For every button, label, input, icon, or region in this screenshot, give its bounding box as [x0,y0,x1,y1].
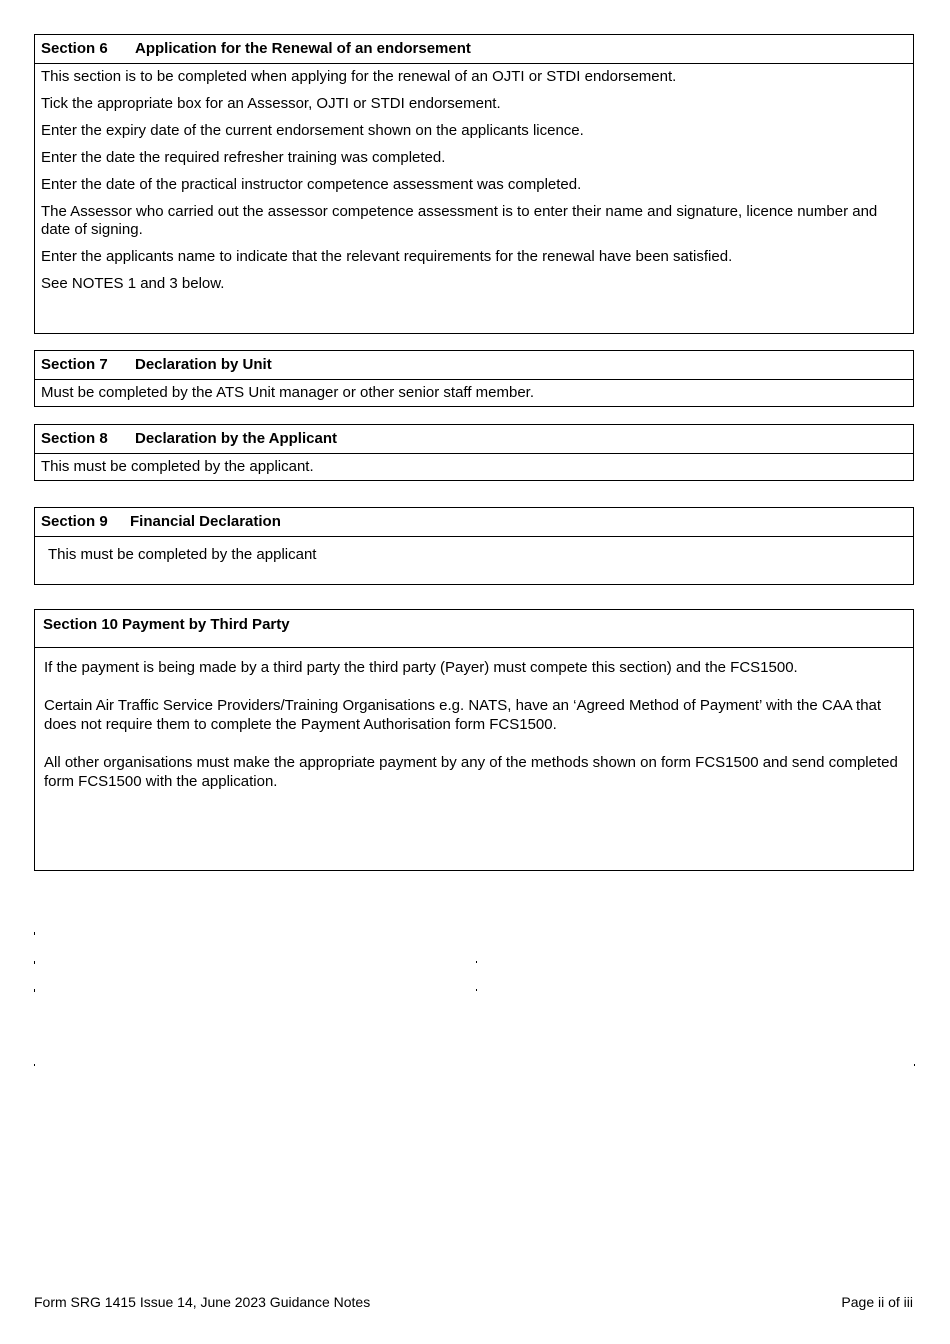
form-mark [34,961,35,964]
section-6-title: Application for the Renewal of an endorsement [135,40,471,57]
section-10-body [35,648,913,820]
section-6-paragraph: Enter the applicants name to indicate that the relevant requirements for the renewal have been satisfied. [41,248,733,265]
section-8-number: Section 8 [41,430,108,447]
section-6-paragraph: Enter the date of the practical instructor competence assessment was completed. [41,176,582,193]
section-6-paragraph: Enter the date the required refresher training was completed. [41,149,446,166]
section-8-box [34,424,914,481]
section-6-paragraph: The Assessor who carried out the assessor competence assessment is to enter their name and signature, licence number and date of signing. [41,203,878,238]
section-6-paragraph: Enter the expiry date of the current endorsement shown on the applicants licence. [41,122,584,139]
section-7-box [34,350,914,407]
section-10-number: Section 10 [43,616,119,633]
section-7-header [35,351,913,380]
section-7-title: Declaration by Unit [135,356,272,373]
section-10-paragraph: All other organisations must make the appropriate payment by any of the methods shown on form FCS1500 and send completed form FCS1500 with the application. [44,754,898,790]
section-6-paragraph: See NOTES 1 and 3 below. [41,275,225,292]
section-9-paragraph: This must be completed by the applicant [48,546,317,563]
section-6-paragraph: This section is to be completed when applying for the renewal of an OJTI or STDI endorsement. [41,68,677,85]
section-6-body [35,64,913,306]
section-10-box [34,609,914,871]
footer-page-number: Page ii of iii [841,1294,913,1310]
section-10-title: Payment by Third Party [122,616,290,633]
form-mark [34,1064,35,1066]
section-6-paragraph: Tick the appropriate box for an Assessor, OJTI or STDI endorsement. [41,95,501,112]
section-7-number: Section 7 [41,356,108,373]
form-mark [34,932,35,935]
section-7-body [35,380,913,415]
section-6-header [35,35,913,64]
section-6-number: Section 6 [41,40,108,57]
section-6-box [34,34,914,334]
section-9-header [35,508,913,537]
section-8-header [35,425,913,454]
form-mark [914,1064,915,1066]
section-9-body [35,537,913,582]
section-9-box [34,507,914,585]
section-9-title: Financial Declaration [130,513,281,530]
section-8-paragraph: This must be completed by the applicant. [41,458,314,475]
form-mark [476,989,477,991]
section-9-number: Section 9 [41,513,108,530]
form-mark [34,989,35,992]
section-10-paragraph: If the payment is being made by a third party the third party (Payer) must compete this section) and the FCS1500. [44,659,798,676]
section-8-title: Declaration by the Applicant [135,430,337,447]
form-mark [476,961,477,963]
section-10-paragraph: Certain Air Traffic Service Providers/Training Organisations e.g. NATS, have an ‘Agreed Method of Payment’ with the CAA that does not require them to complete the Payment Authorisation form FCS1500. [44,697,882,733]
footer-form-reference: Form SRG 1415 Issue 14, June 2023 Guidance Notes [34,1294,371,1310]
section-8-body [35,454,913,489]
section-7-paragraph: Must be completed by the ATS Unit manager or other senior staff member. [41,384,535,401]
section-10-header [35,610,913,648]
